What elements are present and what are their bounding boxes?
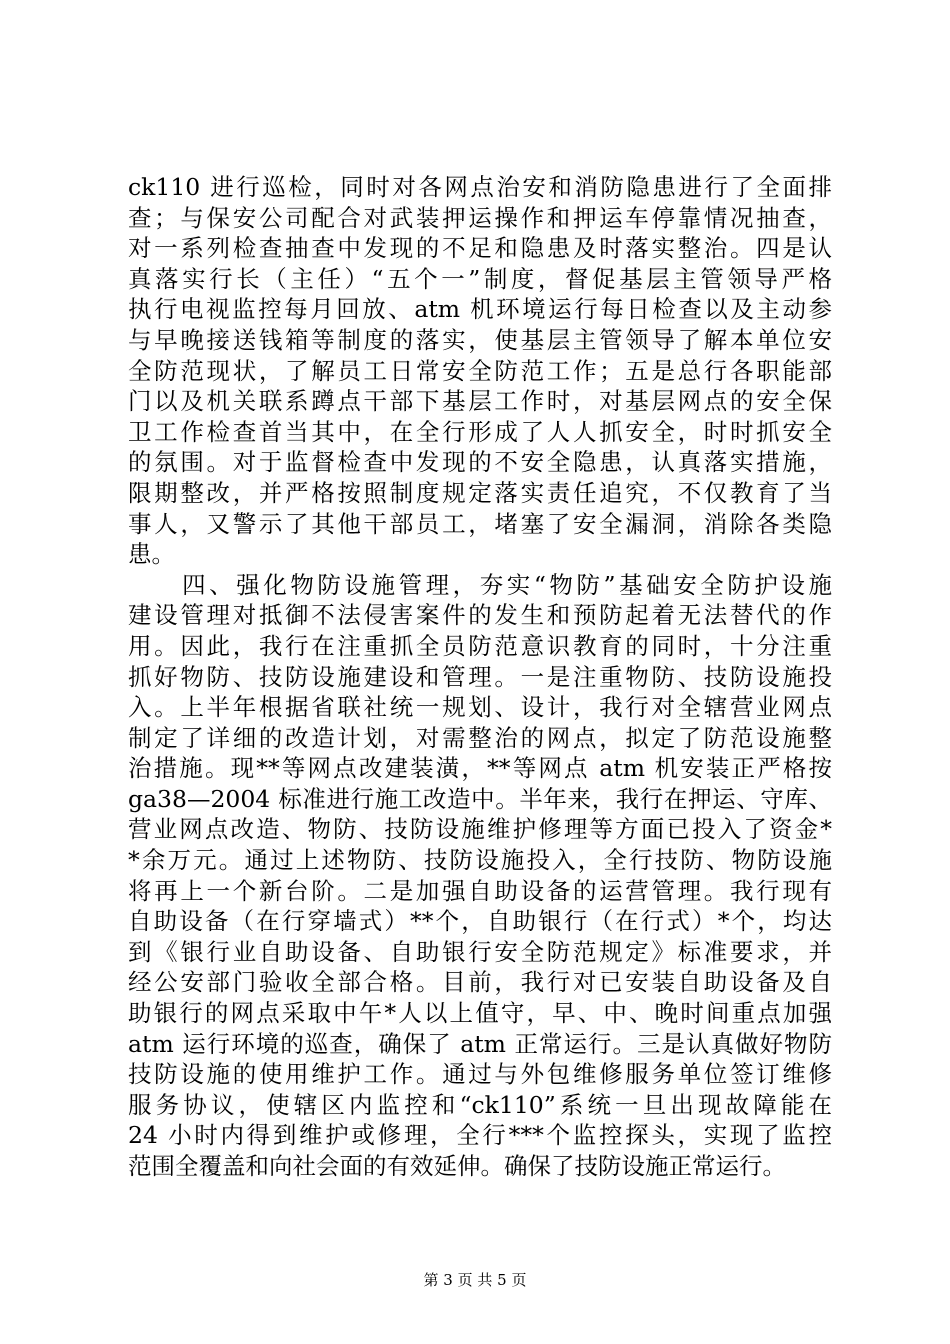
- text-line: 到《银行业自助设备、自助银行安全防范规定》标准要求，并: [128, 937, 832, 966]
- text-line: 真落实行长（主任）“五个一”制度，督促基层主管领导严格: [128, 264, 832, 293]
- text-line: 入。上半年根据省联社统一规划、设计，我行对全辖营业网点: [128, 693, 832, 722]
- text-line: 用。因此，我行在注重抓全员防范意识教育的同时，十分注重: [128, 631, 832, 660]
- text-line: 范围全覆盖和向社会面的有效延伸。确保了技防设施正常运行。: [128, 1152, 786, 1180]
- text-line: ga38—2004 标准进行施工改造中。半年来，我行在押运、守库、: [128, 784, 832, 813]
- text-line: 患。: [128, 540, 175, 569]
- text-line: 与早晚接送钱箱等制度的落实，使基层主管领导了解本单位安: [128, 325, 832, 354]
- body-text: [128, 172, 832, 1182]
- text-line: 四、强化物防设施管理，夯实“物防”基础安全防护设施: [128, 570, 832, 599]
- text-line: 营业网点改造、物防、技防设施维护修理等方面已投入了资金*: [128, 815, 832, 844]
- text-line: 制定了详细的改造计划，对需整治的网点，拟定了防范设施整: [128, 723, 832, 752]
- text-line: 服务协议，使辖区内监控和“ck110”系统一旦出现故障能在: [128, 1090, 832, 1119]
- text-line: ck110 进行巡检，同时对各网点治安和消防隐患进行了全面排: [128, 173, 832, 201]
- text-line: 的氛围。对于监督检查中发现的不安全隐患，认真落实措施，: [128, 448, 832, 477]
- text-line: 对一系列检查抽查中发现的不足和隐患及时落实整治。四是认: [128, 234, 832, 263]
- text-line: 助银行的网点采取中午*人以上值守，早、中、晚时间重点加强: [128, 999, 832, 1028]
- text-line: 经公安部门验收全部合格。目前，我行对已安装自助设备及自: [128, 968, 832, 997]
- text-line: 事人，又警示了其他干部员工，堵塞了安全漏洞，消除各类隐: [128, 509, 832, 538]
- page-number-label: 第 3 页 共 5 页: [423, 1271, 527, 1289]
- text-line: 限期整改，并严格按照制度规定落实责任追究，不仅教育了当: [128, 478, 832, 507]
- text-line: 查；与保安公司配合对武装押运操作和押运车停靠情况抽查，: [128, 203, 832, 232]
- text-line: 技防设施的使用维护工作。通过与外包维修服务单位签订维修: [128, 1060, 832, 1089]
- text-line: 执行电视监控每月回放、atm 机环境运行每日检查以及主动参: [128, 295, 832, 324]
- text-line: 24 小时内得到维护或修理，全行***个监控探头，实现了监控: [128, 1121, 832, 1150]
- page-footer: [0, 1270, 950, 1290]
- text-line: 将再上一个新台阶。二是加强自助设备的运营管理。我行现有: [128, 876, 832, 905]
- text-line: 建设管理对抵御不法侵害案件的发生和预防起着无法替代的作: [128, 601, 832, 630]
- text-line: 治措施。现**等网点改建装潢，**等网点 atm 机安装正严格按: [128, 754, 832, 783]
- text-line: 卫工作检查首当其中，在全行形成了人人抓安全，时时抓安全: [128, 417, 832, 446]
- text-line: 全防范现状，了解员工日常安全防范工作；五是总行各职能部: [128, 356, 832, 385]
- text-line: *余万元。通过上述物防、技防设施投入，全行技防、物防设施: [128, 846, 832, 875]
- text-line: atm 运行环境的巡查，确保了 atm 正常运行。三是认真做好物防: [128, 1029, 832, 1058]
- text-line: 门以及机关联系蹲点干部下基层工作时，对基层网点的安全保: [128, 387, 832, 416]
- text-line: 抓好物防、技防设施建设和管理。一是注重物防、技防设施投: [128, 662, 832, 691]
- text-line: 自助设备（在行穿墙式）**个，自助银行（在行式）*个，均达: [128, 907, 832, 936]
